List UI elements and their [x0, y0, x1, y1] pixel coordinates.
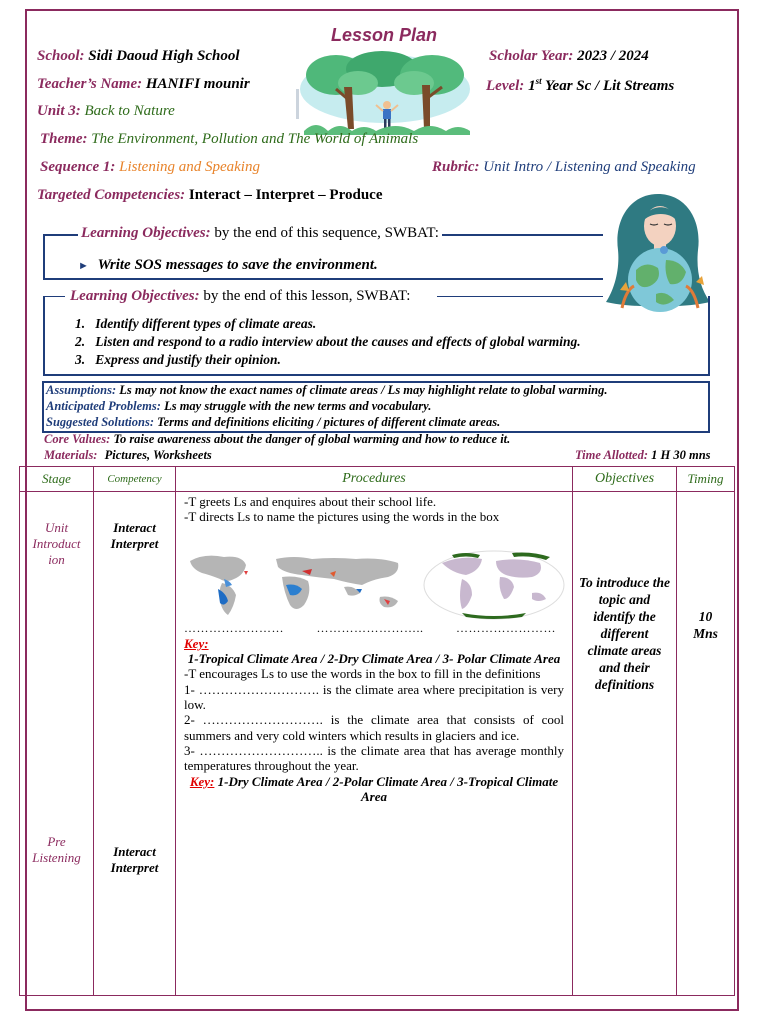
page-title: Lesson Plan [330, 25, 438, 45]
header-objectives: Objectives [573, 467, 677, 492]
list-item: 1. Identify different types of climate areas. [75, 316, 317, 331]
rubric-line [432, 159, 696, 176]
objectives-lesson-list [75, 315, 581, 369]
list-item: 3. Express and justify their opinion. [75, 352, 281, 367]
rubric-value: Unit Intro / Listening and Speaking [483, 159, 696, 175]
unit-value: Back to Nature [84, 103, 175, 119]
level-line [486, 76, 674, 95]
teacher-line [37, 76, 250, 93]
objectives-lesson-heading [70, 288, 410, 305]
solutions-line: Suggested Solutions: Terms and definitions eliciting / pictures of different climate areas. [46, 415, 501, 429]
core-values-label: Core Values: [44, 432, 111, 446]
objective-text: To introduce the topic and identify the different climate areas and their definitions [579, 575, 671, 692]
objectives-sequence-label: Learning Objectives: [81, 225, 211, 241]
objectives-lesson-label: Learning Objectives: [70, 288, 200, 304]
sequence-value: Listening and Speaking [119, 159, 260, 175]
objectives-sequence-bullet [78, 257, 378, 274]
key-2-value: 1-Dry Climate Area / 2-Polar Climate Area / 3-Tropical Climate Area [217, 773, 559, 804]
objectives-sequence-text: Write SOS messages to save the environment. [97, 257, 378, 273]
header-procedures: Procedures [176, 467, 573, 492]
nature-illustration [296, 49, 474, 135]
stage-unit-intro: Unit Introduct ion [32, 520, 81, 567]
teacher-label: Teacher’s Name: [37, 76, 143, 92]
box1-top-mask [45, 234, 75, 235]
definition-2: 2- ………………………. is the climate area that consists of cool summers and very cold winters which results in glaciers and ice. [184, 712, 564, 743]
header-competency: Competency [94, 467, 176, 492]
theme-value: The Environment, Pollution and The World of Animals [91, 131, 419, 147]
climate-maps [184, 549, 564, 621]
table-row [20, 492, 735, 996]
level-num: 1 [528, 78, 536, 94]
competencies-line [37, 187, 383, 204]
unit-label: Unit 3: [37, 103, 81, 119]
scholar-year-value: 2023 / 2024 [577, 48, 649, 64]
competency-2: Interact Interpret [110, 844, 159, 875]
definition-3: 3- ……………………….. is the climate area that has average monthly temperatures throughout the year. [184, 742, 564, 774]
time-allotted-line [575, 448, 711, 463]
proc-line-2: -T directs Ls to name the pictures using the words in the box [184, 509, 500, 525]
map-answer-blanks: …………………… …………………….. …………………… [184, 620, 556, 635]
level-sup: st [535, 76, 542, 86]
timing-cell [677, 492, 735, 996]
time-allotted-label: Time Allotted: [575, 448, 649, 462]
school-value: Sidi Daoud High School [88, 48, 240, 64]
theme-label: Theme: [40, 131, 88, 147]
school-label: School: [37, 48, 85, 64]
stage-cell [20, 492, 94, 996]
materials-line [44, 448, 212, 463]
scholar-year-label: Scholar Year: [489, 48, 574, 64]
proc-encourage: -T encourages Ls to use the words in the box to fill in the definitions [184, 666, 541, 682]
sequence-label: Sequence 1: [40, 159, 116, 175]
competencies-value: Interact – Interpret – Produce [188, 187, 383, 203]
teacher-value: HANIFI mounir [145, 76, 250, 92]
rubric-label: Rubric: [432, 159, 480, 175]
materials-label: Materials: [44, 448, 98, 462]
proc-line-1: -T greets Ls and enquires about their school life. [184, 494, 437, 509]
competency-cell [94, 492, 176, 996]
school-line [37, 48, 240, 65]
assumptions-text [46, 382, 608, 430]
problems-line: Anticipated Problems: Ls may struggle with the new terms and vocabulary. [46, 399, 432, 413]
key-2 [184, 774, 564, 805]
competencies-label: Targeted Competencies: [37, 187, 186, 203]
time-allotted-value: 1 H 30 mns [651, 448, 711, 462]
level-label: Level: [486, 78, 525, 94]
box2-top-right-line [437, 296, 603, 297]
procedures-table [19, 466, 735, 996]
polar-map-image [422, 549, 566, 621]
tropical-map-image [184, 549, 412, 621]
triangle-bullet-icon: ► [78, 260, 89, 272]
key-2-label: Key: [189, 773, 215, 789]
objectives-sequence-heading [78, 225, 442, 242]
level-rest: Year Sc / Lit Streams [541, 78, 675, 94]
core-values-line [44, 432, 510, 447]
key-1-value: 1-Tropical Climate Area / 2-Dry Climate Area / 3- Polar Climate Area [187, 651, 561, 667]
core-values-value: To raise awareness about the danger of global warming and how to reduce it. [113, 432, 511, 446]
stage-pre-listening: Pre Listening [32, 834, 81, 865]
definition-1: 1- ………………………. is the climate area where precipitation is very low. [184, 681, 564, 713]
procedures-cell [176, 492, 573, 996]
assumptions-line: Assumptions: Ls may not know the exact names of climate areas / Ls may highlight relate to global warming. [46, 383, 608, 397]
theme-line [40, 131, 418, 148]
list-item: 2. Listen and respond to a radio interview about the causes and effects of global warming. [75, 334, 581, 349]
box2-top-left-line [43, 296, 65, 297]
table-header-row [20, 467, 735, 492]
objectives-cell [573, 492, 677, 996]
unit-line [37, 103, 175, 120]
scholar-year-line [489, 48, 649, 65]
header-stage: Stage [20, 467, 94, 492]
header-timing: Timing [677, 467, 735, 492]
objectives-lesson-intro: by the end of this lesson, SWBAT: [203, 288, 411, 304]
sequence-line [40, 159, 260, 176]
materials-value: Pictures, Worksheets [104, 448, 212, 462]
objectives-sequence-intro: by the end of this sequence, SWBAT: [214, 225, 439, 241]
timing-value: 10 Mns [693, 609, 718, 641]
competency-1: Interact Interpret [110, 520, 159, 551]
key-1-label: Key: [184, 635, 209, 651]
